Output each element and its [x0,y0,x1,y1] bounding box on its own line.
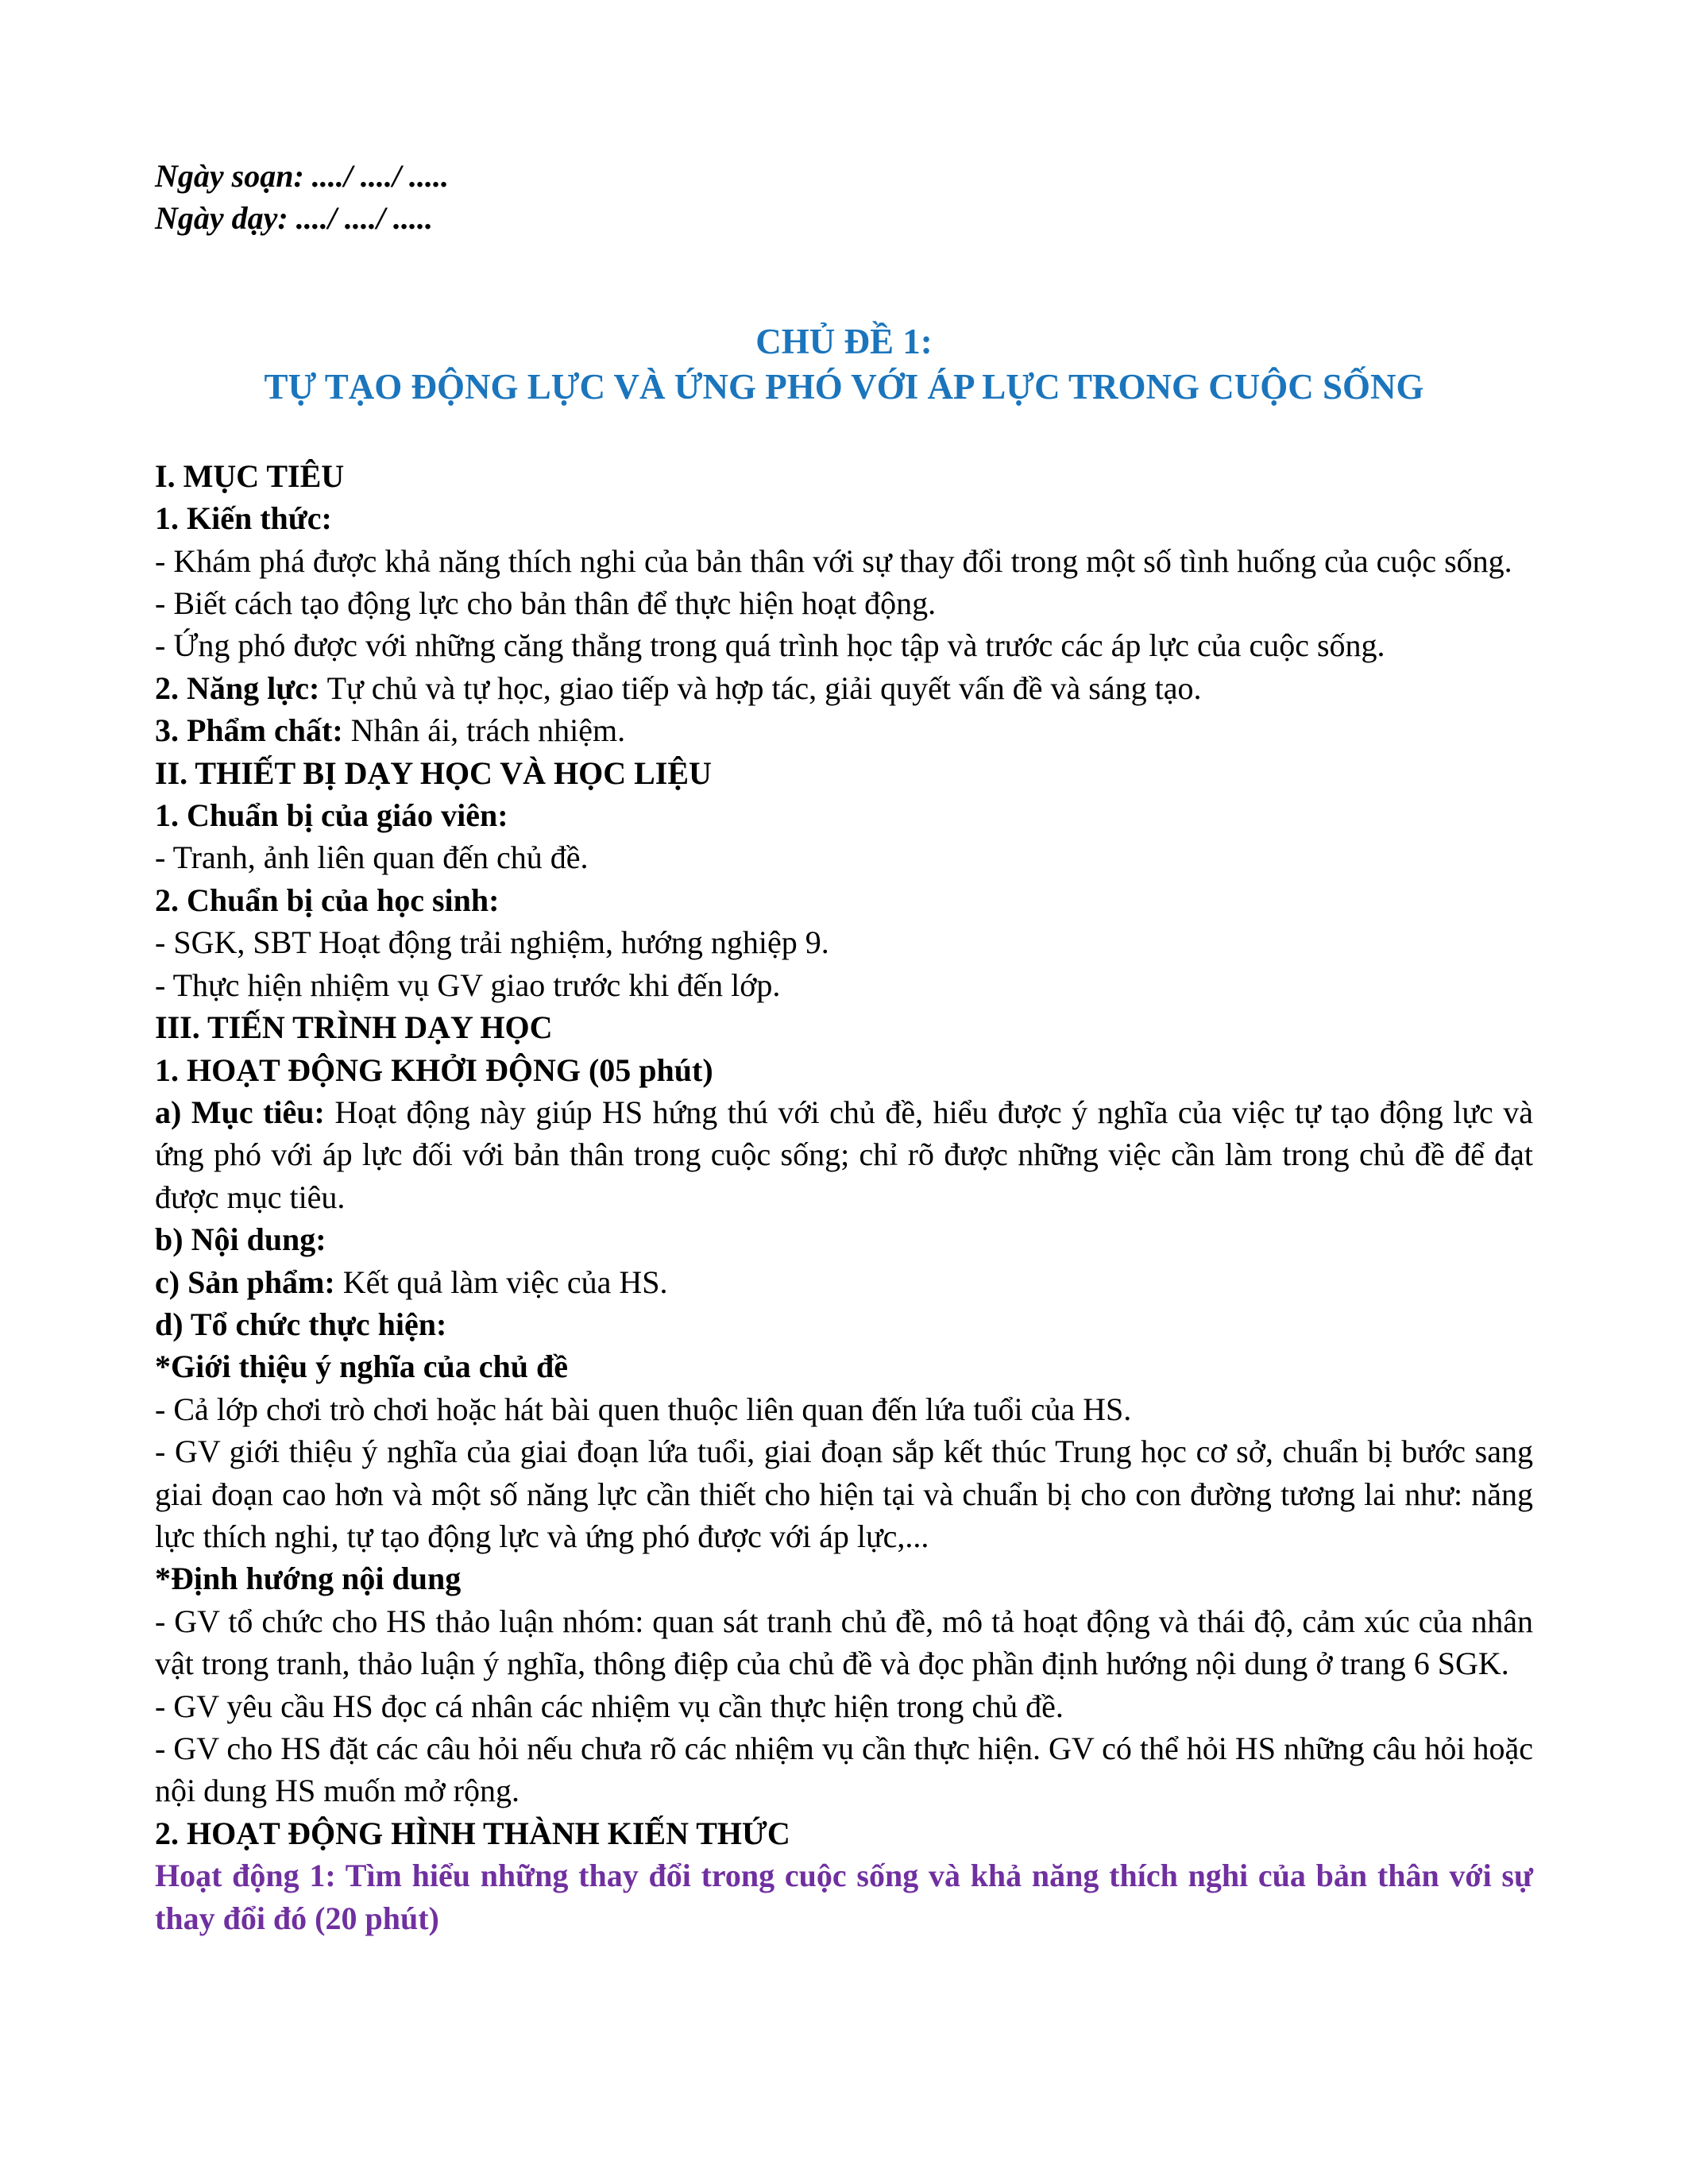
paragraph-bold-lead: 2. Năng lực: [155,669,320,706]
heading-tien-trinh [155,1006,1533,1048]
paragraph-text: - Ứng phó được với những căng thẳng trong quá trình học tập và trước các áp lực của cuộc sống. [155,627,1385,664]
heading-muc-tieu [155,455,1533,497]
body-paragraph [155,921,1533,963]
title-line-2: TỰ TẠO ĐỘNG LỰC VÀ ỨNG PHÓ VỚI ÁP LỰC TRONG CUỘC SỐNG [264,366,1424,407]
heading-chuan-bi-hs [155,879,1533,921]
paragraph-text: - SGK, SBT Hoạt động trải nghiệm, hướng nghiệp 9. [155,924,829,961]
paragraph-text: - Khám phá được khả năng thích nghi của bản thân với sự thay đổi trong một số tình huống của cuộc sống. [155,542,1512,579]
heading-hoat-dong-khoi-dong [155,1049,1533,1091]
paragraph-bold-lead: b) Nội dung: [155,1221,326,1258]
paragraph-bold-lead: III. TIẾN TRÌNH DẠY HỌC [155,1009,553,1046]
paragraph-bold-lead: d) Tổ chức thực hiện: [155,1306,447,1342]
body-paragraph [155,1430,1533,1557]
body-paragraph [155,667,1533,709]
date-prepared-line: Ngày soạn: ..../ ..../ ..... [155,158,449,194]
body-paragraph [155,709,1533,751]
body-paragraph [155,1727,1533,1812]
paragraph-bold-lead: 1. Chuẩn bị của giáo viên: [155,797,508,834]
body-paragraph [155,1600,1533,1685]
paragraph-text: - Tranh, ảnh liên quan đến chủ đề. [155,839,589,876]
body-paragraph [155,1388,1533,1430]
heading-hoat-dong-1 [155,1854,1533,1939]
paragraph-bold-lead: 1. HOẠT ĐỘNG KHỞI ĐỘNG (05 phút) [155,1051,713,1088]
paragraph-bold-lead: 2. HOẠT ĐỘNG HÌNH THÀNH KIẾN THỨC [155,1815,790,1851]
paragraph-text: - Cả lớp chơi trò chơi hoặc hát bài quen thuộc liên quan đến lứa tuổi của HS. [155,1391,1132,1427]
paragraph-bold-lead: 3. Phẩm chất: [155,712,343,749]
paragraph-bold-lead: *Giới thiệu ý nghĩa của chủ đề [155,1349,569,1385]
body-paragraph [155,624,1533,666]
heading-hinh-thanh-kien-thuc [155,1812,1533,1854]
paragraph-bold-lead: 2. Chuẩn bị của học sinh: [155,882,500,918]
document-title [155,319,1533,410]
heading-to-chuc [155,1303,1533,1345]
paragraph-bold-lead: 1. Kiến thức: [155,500,332,537]
paragraph-bold-lead: *Định hướng nội dung [155,1561,462,1597]
body-paragraph [155,1685,1533,1727]
paragraph-text: Kết quả làm việc của HS. [334,1264,668,1300]
heading-kien-thuc [155,497,1533,539]
paragraph-text: Nhân ái, trách nhiệm. [342,712,626,749]
paragraph-bold-lead: Hoạt động 1: Tìm hiểu những thay đổi trong cuộc sống và khả năng thích nghi của bản thân với sự thay đổi đó (20 phút) [155,1858,1533,1936]
paragraph-bold-lead: I. MỤC TIÊU [155,457,345,494]
body-paragraph [155,582,1533,624]
paragraph-text: - Thực hiện nhiệm vụ GV giao trước khi đến lớp. [155,967,781,1003]
title-line-1: CHỦ ĐỀ 1: [755,321,933,361]
body-paragraph [155,1091,1533,1218]
paragraph-text: - Biết cách tạo động lực cho bản thân để thực hiện hoạt động. [155,585,937,622]
heading-thiet-bi [155,752,1533,794]
heading-gioi-thieu-y-nghia [155,1345,1533,1387]
paragraph-text: - GV cho HS đặt các câu hỏi nếu chưa rõ các nhiệm vụ cần thực hiện. GV có thể hỏi HS những câu hỏi hoặc nội dung HS muốn mở rộng. [155,1731,1533,1809]
body-paragraph [155,836,1533,878]
paragraph-bold-lead: a) Mục tiêu: [155,1094,325,1130]
body-paragraph [155,1261,1533,1303]
paragraph-bold-lead: c) Sản phẩm: [155,1264,335,1300]
paragraph-bold-lead: II. THIẾT BỊ DẠY HỌC VÀ HỌC LIỆU [155,754,712,791]
paragraph-text: Tự chủ và tự học, giao tiếp và hợp tác, giải quyết vấn đề và sáng tạo. [319,669,1202,706]
body-paragraph [155,964,1533,1006]
heading-chuan-bi-gv [155,794,1533,836]
date-taught-line: Ngày dạy: ..../ ..../ ..... [155,200,433,237]
paragraph-text: Hoạt động này giúp HS hứng thú với chủ đề, hiểu được ý nghĩa của việc tự tạo động lực và ứng phó với áp lực đối với bản thân trong cuộc sống; chỉ rõ được những việc cần làm trong chủ đề để đạt được mục tiêu. [155,1094,1534,1215]
date-header [155,155,1533,240]
heading-dinh-huong [155,1557,1533,1599]
paragraph-text: - GV giới thiệu ý nghĩa của giai đoạn lứa tuổi, giai đoạn sắp kết thúc Trung học cơ sở, chuẩn bị bước sang giai đoạn cao hơn và một số năng lực cần thiết cho hiện tại và chuẩn bị cho con đường tương lai như: năng lực thích nghi, tự tạo động lực và ứng phó được với áp lực,... [155,1433,1533,1554]
heading-noi-dung [155,1218,1533,1260]
document-body [155,455,1533,1939]
paragraph-text: - GV tổ chức cho HS thảo luận nhóm: quan sát tranh chủ đề, mô tả hoạt động và thái độ, cảm xúc của nhân vật trong tranh, thảo luận ý nghĩa, thông điệp của chủ đề và đọc phần định hướng nội dung ở trang 6 SGK. [155,1603,1533,1682]
body-paragraph [155,540,1533,582]
paragraph-text: - GV yêu cầu HS đọc cá nhân các nhiệm vụ cần thực hiện trong chủ đề. [155,1688,1064,1724]
